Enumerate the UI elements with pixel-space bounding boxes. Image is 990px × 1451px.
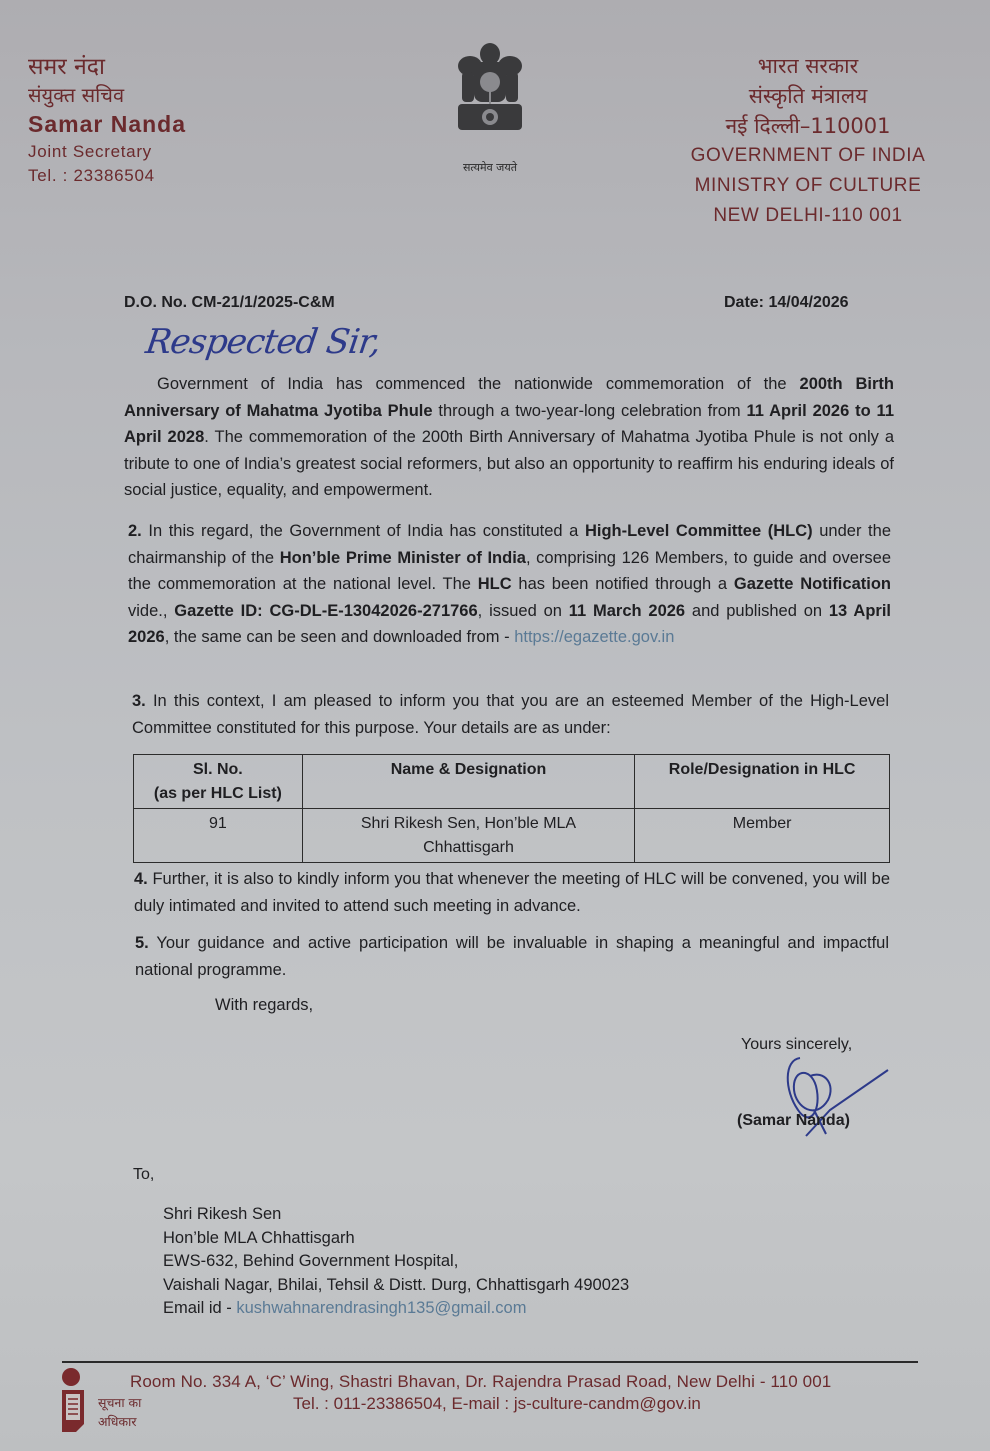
para2-text: , issued on	[477, 601, 569, 620]
email-label: Email id -	[163, 1299, 237, 1317]
recipient-name: Shri Rikesh Sen	[163, 1205, 282, 1223]
closing-regards: With regards,	[215, 996, 314, 1014]
office-line2-hindi: संस्कृति मंत्रालय	[748, 84, 868, 108]
paragraph-1	[124, 371, 894, 504]
paragraph-2	[128, 518, 891, 651]
para1-bold: 200th Birth Anniversary of Mahatma Jyotiba Phule	[124, 375, 895, 420]
yours-sincerely: Yours sincerely,	[741, 1036, 853, 1053]
name-line1: Shri Rikesh Sen, Hon’ble MLA	[360, 815, 577, 832]
para2-text: and published on	[685, 601, 829, 620]
recipient-email-line	[163, 1297, 629, 1321]
para2-bold: Gazette Notification	[733, 575, 891, 593]
office-block	[658, 56, 958, 236]
paragraph-number: 2.	[128, 522, 142, 540]
para2-bold: 11 March 2026	[568, 601, 686, 620]
footer-contact	[293, 1394, 701, 1414]
letter-date: Date: 14/04/2026	[724, 294, 849, 311]
para2-text: , comprising 126 Members, to guide and oversee the commemoration at the national level. The	[128, 548, 891, 593]
para5-text: Your guidance and active participation will be invaluable in shaping a meaningful and impactful national programme.	[135, 934, 889, 979]
header-role: Role/Designation in HLC	[635, 755, 890, 809]
para2-text: vide.,	[128, 601, 175, 620]
cell-name-designation	[302, 809, 635, 863]
to-label: To,	[133, 1166, 155, 1183]
rti-logo-icon	[60, 1368, 90, 1434]
office-line1-hindi: भारत सरकार	[757, 54, 859, 78]
table-header-row	[134, 755, 890, 809]
gazette-id: Gazette ID: CG-DL-E-13042026-271766	[174, 601, 478, 620]
sender-telephone: Tel. : 23386504	[28, 166, 155, 185]
office-line3-hindi: नई दिल्ली–110001	[725, 114, 891, 138]
header-name-designation: Name & Designation	[302, 755, 635, 809]
para1-text: through a two-year-long celebration from	[432, 401, 747, 420]
cell-sl-no: 91	[134, 809, 303, 863]
footer-tel: Tel. : 011-23386504, E-mail :	[293, 1394, 514, 1413]
sender-designation-hindi: संयुक्त सचिव	[28, 83, 125, 107]
rti-label	[98, 1393, 141, 1431]
para1-text: . The commemoration of the 200th Birth Anniversary of Mahatma Jyotiba Phule is not only a tribute to one of India’s greatest social reformers, but also an opportunity to reaffirm his enduring ideals of social justice, equality, and empowerment.	[124, 428, 894, 499]
sender-name-hindi: समर नंदा	[28, 54, 105, 80]
handwritten-salutation: Respected Sir,	[143, 322, 383, 362]
recipient-email-link[interactable]: kushwahnarendrasingh135@gmail.com	[236, 1299, 527, 1317]
header-sl-line2: (as per HLC List)	[153, 785, 282, 802]
national-emblem-icon	[448, 40, 532, 140]
footer-address: Room No. 334 A, ‘C’ Wing, Shastri Bhavan, Dr. Rajendra Prasad Road, New Delhi - 110 001	[130, 1372, 832, 1391]
paragraph-number: 4.	[134, 870, 148, 888]
name-line2: Chhattisgarh	[423, 839, 514, 856]
paragraph-4	[134, 866, 890, 919]
recipient-designation: Hon’ble MLA Chhattisgarh	[163, 1228, 355, 1247]
rti-label-line1: सूचना का	[98, 1395, 142, 1410]
recipient-address	[163, 1203, 629, 1321]
office-line2: MINISTRY OF CULTURE	[694, 175, 922, 196]
recipient-address-line1: EWS-632, Behind Government Hospital,	[163, 1252, 459, 1270]
member-details-table	[133, 754, 890, 863]
paragraph-5	[135, 930, 889, 983]
para1-text: Government of India has commenced the nationwide commemoration of the	[157, 375, 800, 393]
reference-number: D.O. No. CM-21/1/2025-C&M	[124, 294, 335, 311]
para2-bold: High-Level Committee (HLC)	[584, 522, 813, 540]
sender-designation: Joint Secretary	[28, 142, 152, 161]
office-line3: NEW DELHI-110 001	[713, 205, 903, 226]
rti-label-line2: अधिकार	[98, 1414, 137, 1429]
sender-block	[28, 56, 186, 184]
paragraph-3	[132, 688, 889, 741]
para2-text: under the chairmanship of the	[128, 522, 891, 567]
para1-bold: 11 April 2026 to 11 April 2028	[124, 401, 894, 446]
footer-email-link[interactable]: js-culture-candm@gov.in	[513, 1394, 701, 1413]
para4-text: Further, it is also to kindly inform you that whenever the meeting of HLC will be convened, you will be duly intimated and invited to attend such meeting in advance.	[134, 870, 890, 915]
para2-bold: 13 April 2026	[128, 601, 891, 646]
recipient-address-line2: Vaishali Nagar, Bhilai, Tehsil & Distt. Durg, Chhattisgarh 490023	[163, 1275, 630, 1294]
signatory-name: (Samar Nanda)	[737, 1112, 850, 1129]
cell-role: Member	[635, 809, 890, 863]
para2-bold: Hon’ble Prime Minister of India	[279, 548, 526, 567]
paragraph-number: 3.	[132, 692, 146, 710]
para2-text: In this regard, the Government of India has constituted a	[141, 522, 585, 540]
para3-text: In this context, I am pleased to inform you that you are an esteemed Member of the High-Level Committee constituted for this purpose. Your details are as under:	[132, 692, 889, 737]
sender-name: Samar Nanda	[28, 111, 187, 137]
egazette-link[interactable]: https://egazette.gov.in	[514, 628, 675, 646]
paragraph-number: 5.	[135, 934, 149, 952]
para2-text: , the same can be seen and downloaded from -	[164, 628, 515, 646]
emblem-motto: सत्यमेव जयते	[462, 161, 517, 174]
para2-text: has been notified through a	[511, 575, 734, 593]
header-sl-no	[134, 755, 303, 809]
para2-bold: HLC	[477, 575, 512, 593]
header-sl-line1: Sl. No.	[192, 761, 243, 778]
table-row	[134, 809, 890, 863]
office-line1: GOVERNMENT OF INDIA	[690, 145, 926, 166]
footer-divider	[62, 1361, 918, 1363]
